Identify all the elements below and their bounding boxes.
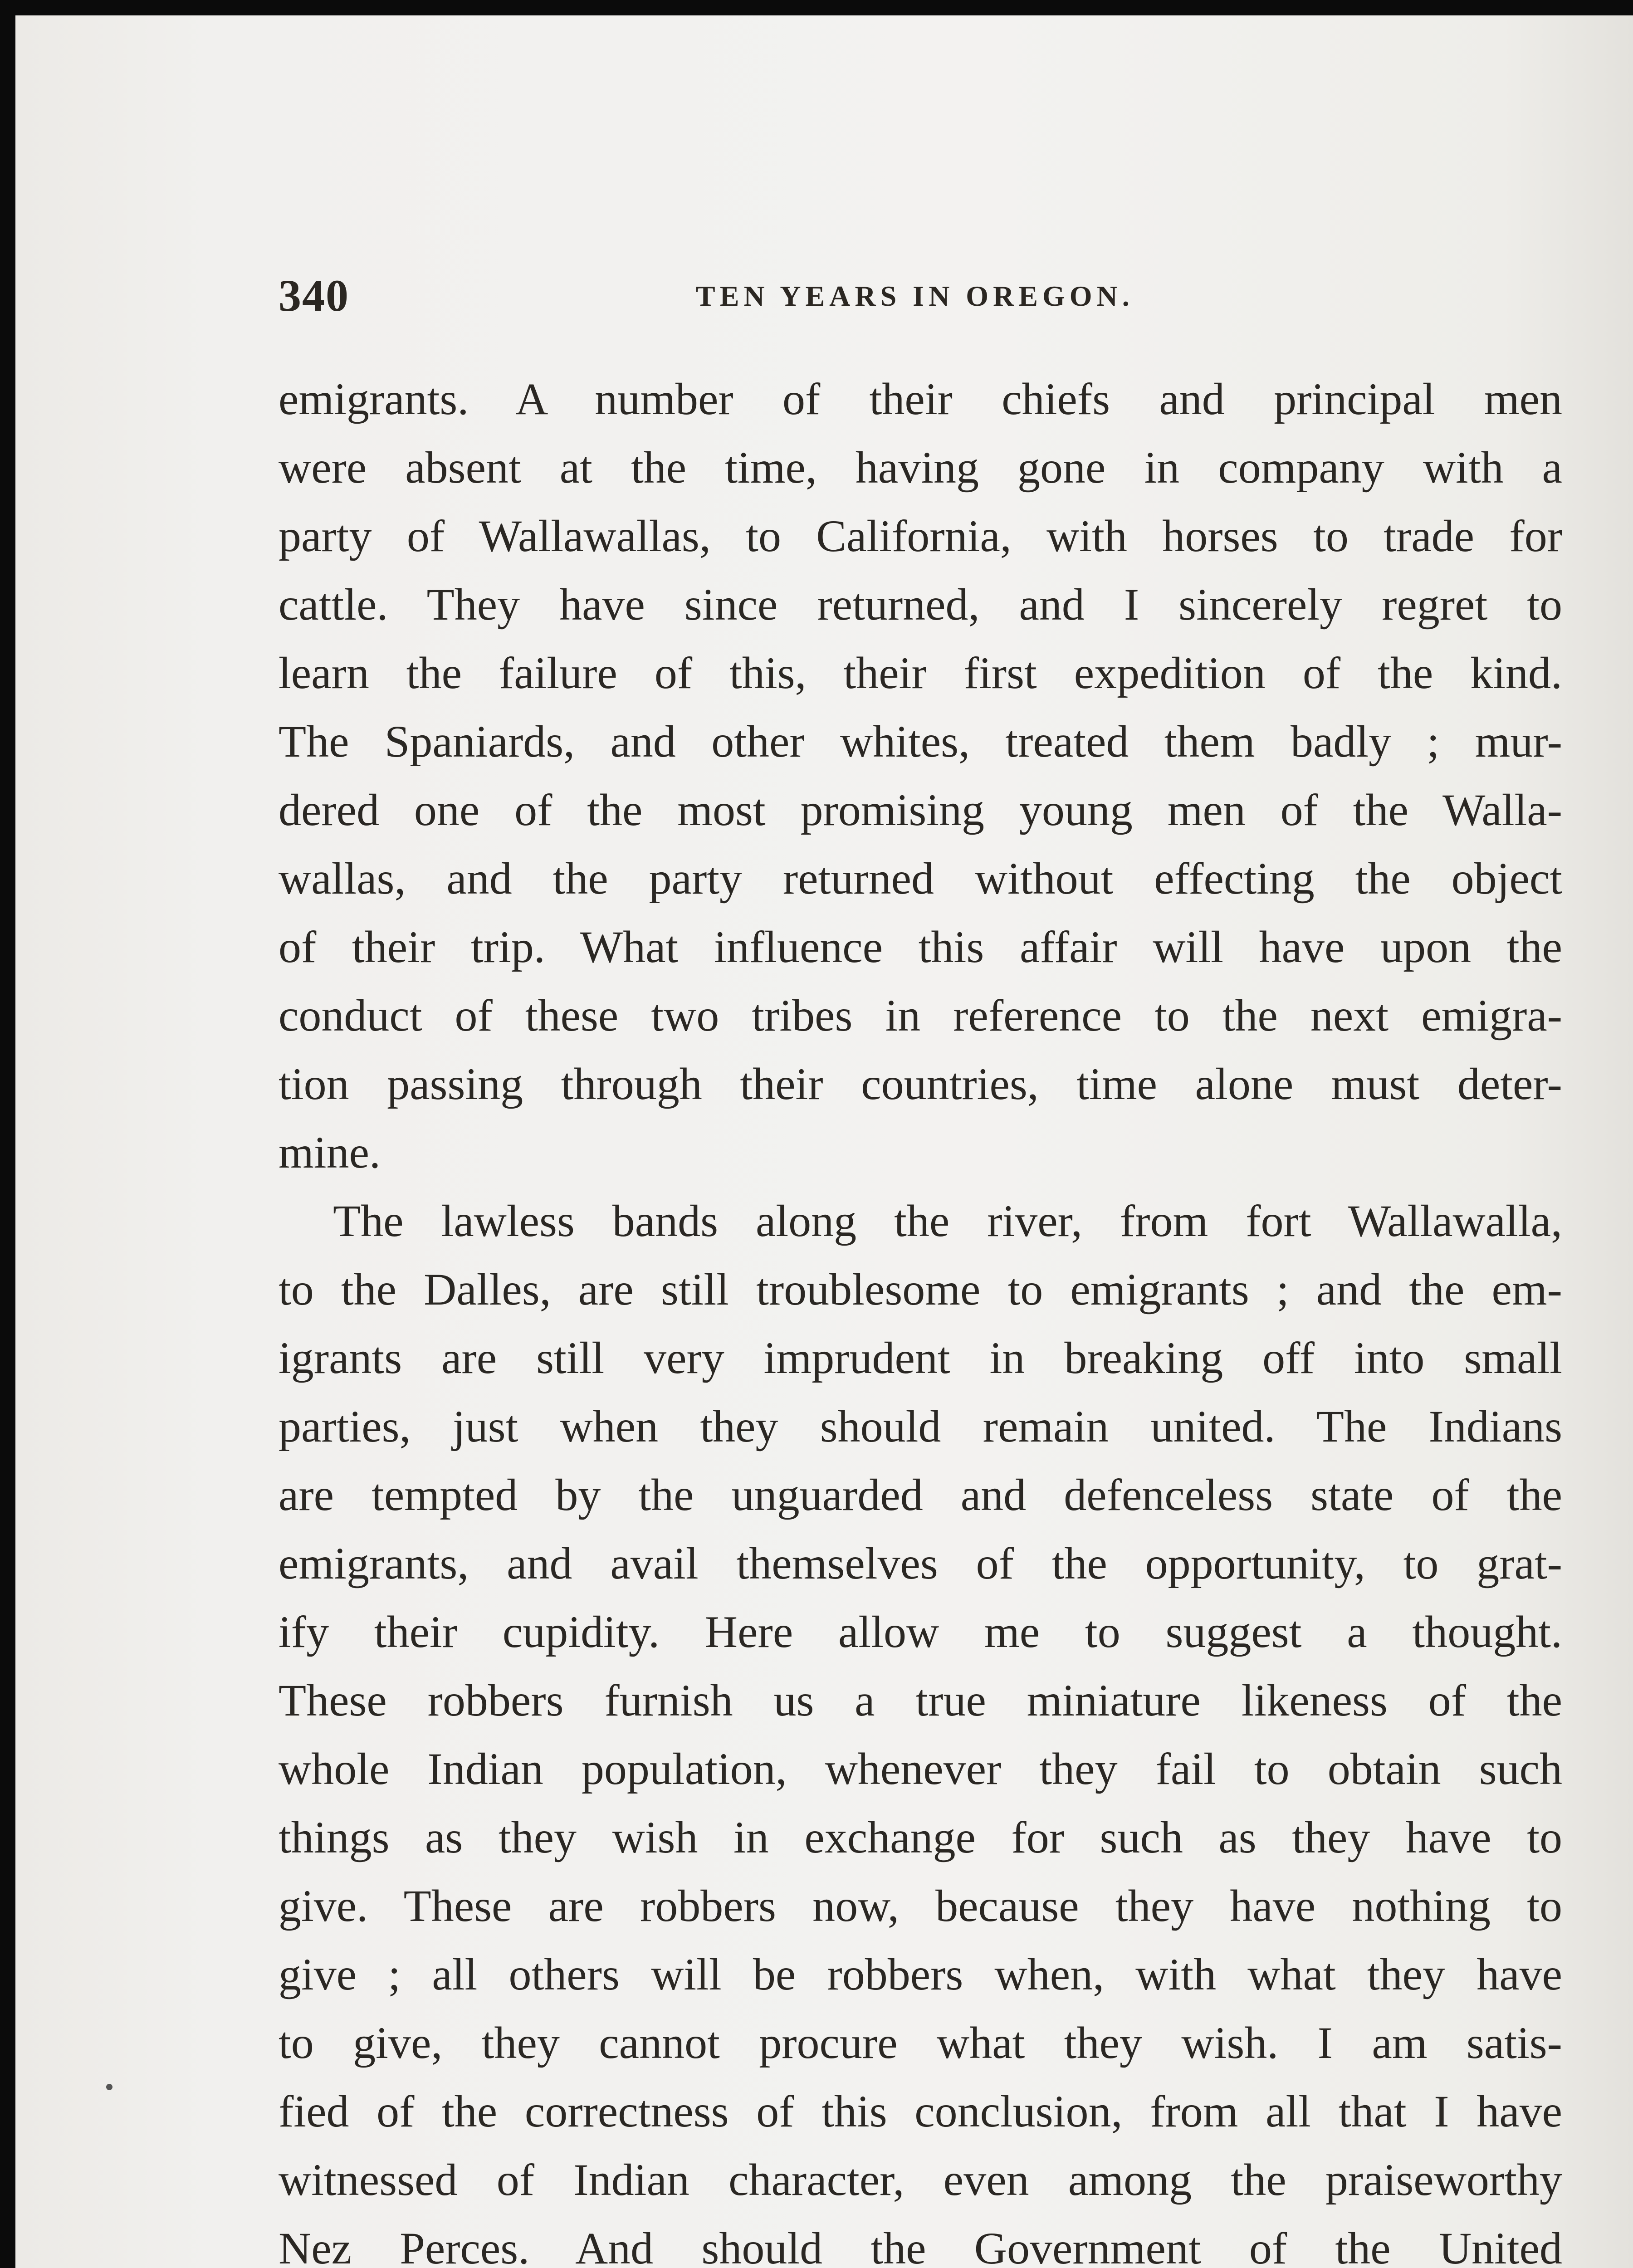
text-line: give ; all others will be robbers when, with what they have — [279, 1949, 1562, 1999]
text-line: of their trip. What influence this affair will have upon the — [279, 922, 1562, 972]
text-line: tion passing through their countries, time alone must deter- — [279, 1059, 1562, 1109]
text-line: conduct of these two tribes in reference to the next emigra- — [279, 990, 1562, 1041]
text-line: whole Indian population, whenever they fail to obtain such — [279, 1744, 1562, 1794]
text-line: parties, just when they should remain united. The Indians — [279, 1401, 1562, 1452]
text-line: learn the failure of this, their first expedition of the kind. — [279, 648, 1562, 698]
running-title: TEN YEARS IN OREGON. — [696, 280, 1134, 312]
text-line: igrants are still very imprudent in breaking off into small — [279, 1333, 1562, 1383]
text-line: Nez Perces. And should the Government of the United — [279, 2223, 1562, 2268]
text-line: were absent at the time, having gone in company with a — [279, 442, 1562, 493]
text-line: emigrants. A number of their chiefs and principal men — [279, 374, 1562, 424]
text-line: give. These are robbers now, because they have nothing to — [279, 1881, 1562, 1931]
text-line: to the Dalles, are still troublesome to emigrants ; and the em- — [279, 1264, 1562, 1315]
text-line: These robbers furnish us a true miniature likeness of the — [279, 1675, 1562, 1725]
text-line: wallas, and the party returned without effecting the object — [279, 853, 1562, 904]
text-line: mine. — [279, 1127, 381, 1178]
text-line: cattle. They have since returned, and I sincerely regret to — [279, 579, 1562, 630]
body-text — [279, 365, 1562, 2268]
ink-speck — [106, 2084, 112, 2090]
text-line: The Spaniards, and other whites, treated them badly ; mur- — [279, 716, 1562, 767]
page-number: 340 — [279, 270, 349, 321]
text-line: fied of the correctness of this conclusion, from all that I have — [279, 2086, 1562, 2136]
text-line: dered one of the most promising young men of the Walla- — [279, 785, 1562, 835]
text-line: ify their cupidity. Here allow me to suggest a thought. — [279, 1607, 1562, 1657]
text-line: things as they wish in exchange for such as they have to — [279, 1812, 1562, 1862]
text-line: The lawless bands along the river, from fort Wallawalla, — [333, 1196, 1562, 1246]
text-line: are tempted by the unguarded and defenceless state of the — [279, 1470, 1562, 1520]
text-line: to give, they cannot procure what they wish. I am satis- — [279, 2018, 1562, 2068]
text-line: witnessed of Indian character, even among the praiseworthy — [279, 2155, 1562, 2205]
book-page — [15, 15, 1633, 2268]
text-line: emigrants, and avail themselves of the opportunity, to grat- — [279, 1538, 1562, 1589]
page-header — [15, 269, 1633, 337]
text-line: party of Wallawallas, to California, with horses to trade for — [279, 511, 1562, 561]
